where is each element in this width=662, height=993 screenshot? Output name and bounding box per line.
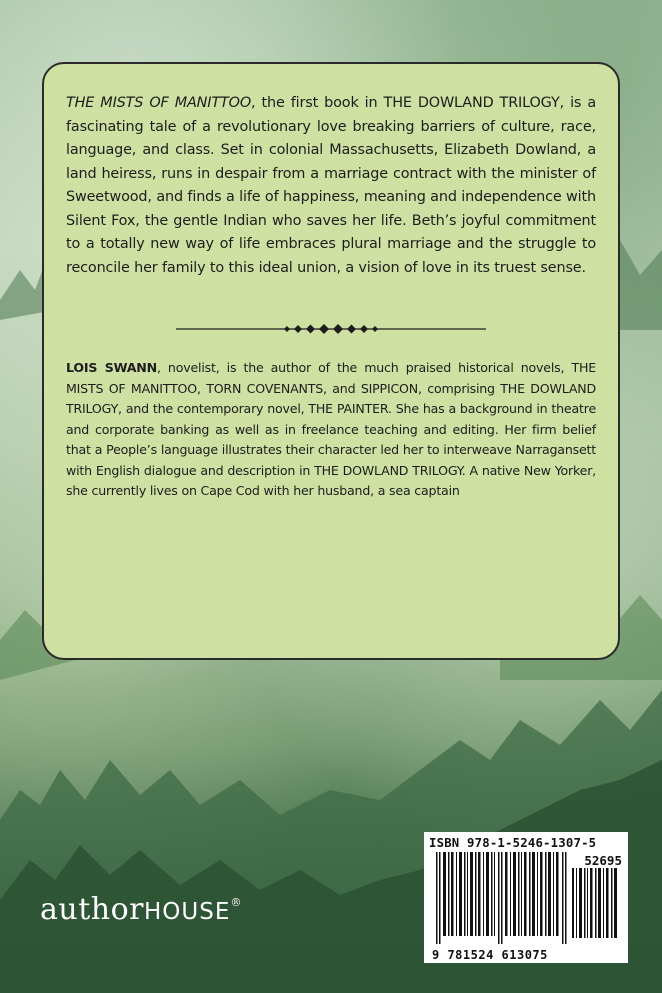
author-bio: [66, 358, 596, 502]
isbn-text: ISBN 978-1-5246-1307-5: [429, 836, 597, 850]
price-code: 52695: [584, 853, 622, 868]
registered-mark: ®: [230, 896, 242, 909]
back-cover-panel: [42, 62, 620, 660]
blurb-book-title: THE MISTS OF MANITTOO: [66, 95, 252, 111]
publisher-logo: [40, 892, 242, 927]
barcode-bars: [436, 852, 568, 944]
isbn-barcode: [424, 832, 628, 963]
divider-ornament: [176, 322, 486, 336]
price-barcode-bars: [572, 868, 620, 938]
publisher-logo-part2: HOUSE: [144, 899, 231, 925]
author-name: LOIS SWANN: [66, 360, 157, 375]
bio-text: , novelist, is the author of the much praised historical novels, THE MISTS OF MANITTOO, TORN COVENANTS, and SIPPICON, comprising THE DOWLAND TRILOGY, and the contemporary novel, THE PAINTER. She has a background in theatre and corporate banking as well as in freelance teaching and editing. Her firm belief that a People’s language illustrates their character led her to interweave Narragansett with English dialogue and description in THE DOWLAND TRILOGY. A native New Yorker, she currently lives on Cape Cod with her husband, a sea captain: [66, 360, 596, 498]
blurb-text: , the first book in THE DOWLAND TRILOGY, is a fascinating tale of a revolutionary love breaking barriers of culture, race, language, and class. Set in colonial Massachusetts, Elizabeth Dowland, a land heiress, runs in despair from a marriage contract with the minister of Sweetwood, and finds a life of happiness, meaning and independence with Silent Fox, the gentle Indian who saves her life. Beth’s joyful commitment to a totally new way of life embraces plural marriage and the struggle to reconcile her family to this ideal union, a vision of love in its truest sense.: [66, 95, 596, 276]
publisher-logo-part1: author: [40, 892, 144, 927]
book-blurb: [66, 92, 596, 280]
barcode-digits: 9 781524 613075: [432, 948, 548, 962]
